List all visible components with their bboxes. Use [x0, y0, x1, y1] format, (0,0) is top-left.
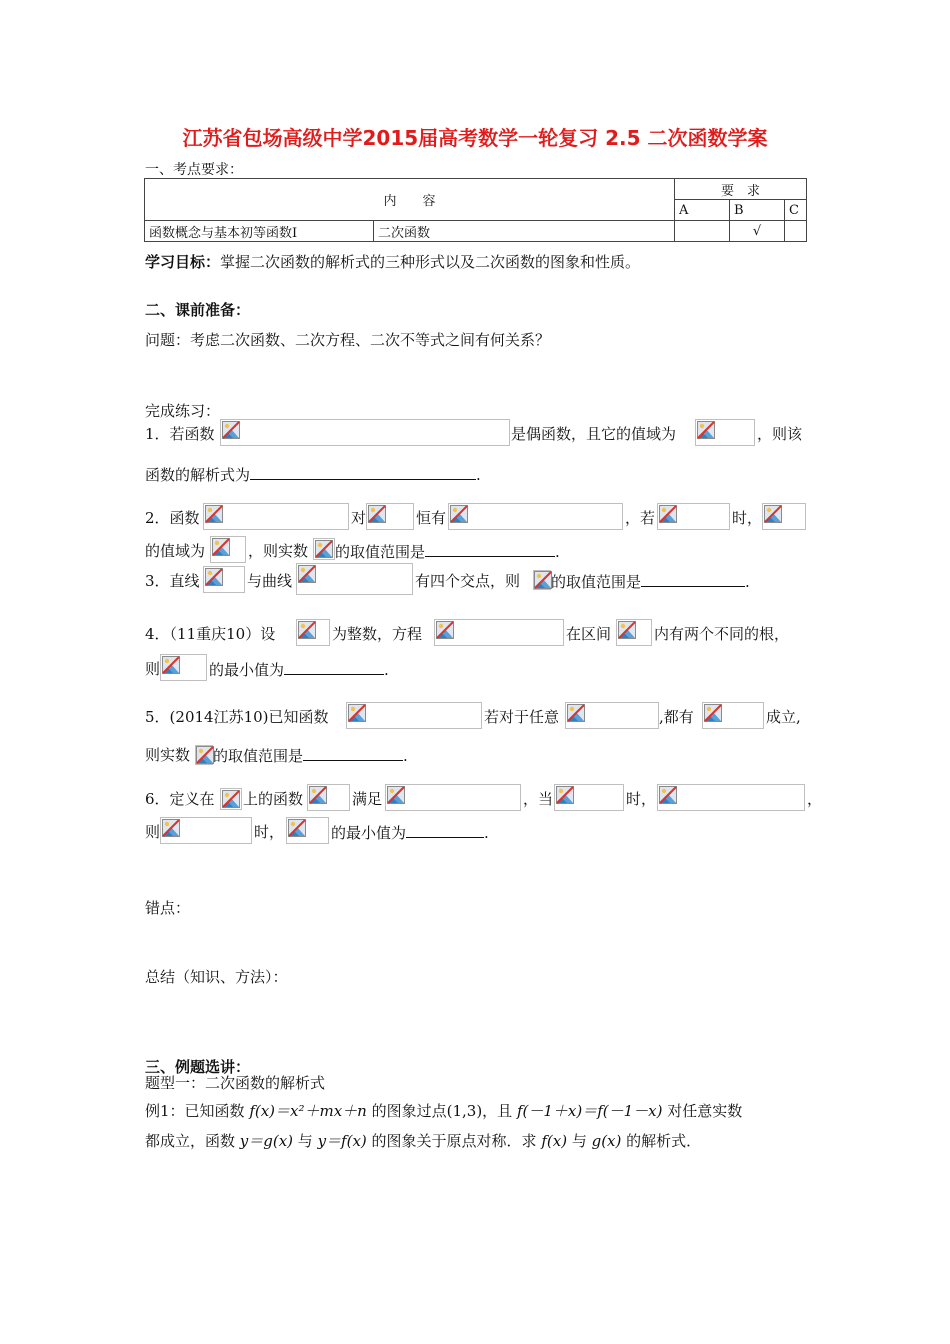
broken-image-icon [205, 505, 223, 523]
ex1-part: 与 [293, 1132, 318, 1150]
ex4-text-d: 内有两个不同的根， [654, 625, 790, 643]
broken-image-icon [659, 786, 677, 804]
answer-blank[interactable] [425, 541, 555, 557]
ex2-text-h: 的取值范围是 [335, 543, 426, 561]
broken-image-icon [348, 704, 366, 722]
section-requirements-heading: 一、考点要求： [145, 162, 243, 178]
broken-image-icon [436, 621, 454, 639]
ex1-text-b: 是偶函数，且它的值域为 [511, 425, 677, 443]
formula-image [657, 503, 730, 530]
learning-goal [145, 252, 640, 272]
formula-image [210, 536, 246, 563]
content-header: 内 容 [145, 179, 675, 221]
ex3-text-b: 与曲线 [247, 572, 293, 590]
broken-image-icon [659, 505, 677, 523]
broken-image-icon [162, 656, 180, 674]
formula-image [385, 784, 521, 811]
broken-image-icon [567, 704, 585, 722]
answer-blank[interactable] [250, 464, 476, 480]
ex5-text-e: 则实数 [145, 746, 191, 764]
row-category: 函数概念与基本初等函数Ⅰ [145, 221, 374, 242]
section-examples-heading: 三、例题选讲： [145, 1058, 251, 1076]
broken-image-icon [298, 621, 316, 639]
ex4-text-b: 为整数，方程 [332, 625, 423, 643]
ex2-line2-end [335, 541, 560, 562]
formula-image [220, 788, 242, 810]
page-title: 江苏省包场高级中学2015届高考数学一轮复习 2.5 二次函数学案 [182, 126, 768, 150]
ex1-formula: f(x)＝x²＋mx＋n [249, 1102, 367, 1120]
ex3-line-end [551, 571, 750, 592]
formula-image [203, 566, 245, 593]
ex3-text-e: . [745, 573, 750, 591]
ex6-text-j: . [484, 824, 489, 842]
practice-heading: 完成练习： [145, 402, 221, 420]
ex6-text-a: 6．定义在 [145, 790, 215, 808]
formula-image [554, 784, 624, 811]
broken-image-icon [704, 704, 722, 722]
formula-image [565, 702, 659, 729]
goal-text: 掌握二次函数的解析式的三种形式以及二次函数的图象和性质。 [220, 253, 641, 271]
ex4-text-e: 则 [145, 660, 161, 678]
broken-image-icon [618, 621, 636, 639]
ex2-text-e: 时， [732, 509, 763, 527]
ex4-line2-end [209, 659, 389, 680]
ex5-text-c: ,都有 [659, 708, 694, 726]
ex2-text-a: 2．函数 [145, 509, 200, 527]
formula-image [313, 538, 335, 560]
ex2-text-d: ，若 [625, 509, 656, 527]
ex1-part: 的解析式． [621, 1132, 702, 1150]
ex1-formula: g(x) [591, 1132, 622, 1150]
ex1-text-c: ，则该 [757, 425, 803, 443]
ex2-text-f: 的值域为 [145, 542, 206, 560]
example1-line1 [145, 1101, 742, 1121]
ex1-part: 的图象过点(1,3)，且 [366, 1102, 517, 1120]
formula-image [533, 570, 551, 590]
row-topic: 二次函数 [374, 221, 675, 242]
formula-image [366, 503, 414, 530]
formula-image [695, 419, 755, 446]
broken-image-icon [196, 746, 214, 764]
answer-blank[interactable] [641, 571, 745, 587]
ex4-text-g: . [384, 661, 389, 679]
formula-image [195, 745, 213, 765]
broken-image-icon [309, 786, 327, 804]
ex6-text-i: 的最小值为 [331, 824, 407, 842]
answer-blank[interactable] [284, 659, 384, 675]
row-a [675, 221, 730, 242]
formula-image [220, 419, 510, 446]
ex2-text-c: 恒有 [416, 509, 447, 527]
broken-image-icon [556, 786, 574, 804]
broken-image-icon [387, 786, 405, 804]
formula-image [296, 619, 330, 646]
broken-image-icon [368, 505, 386, 523]
ex2-text-b: 对 [351, 509, 367, 527]
errors-heading: 错点： [145, 899, 191, 917]
broken-image-icon [205, 568, 223, 586]
ex6-text-h: 时， [254, 823, 285, 841]
summary-heading: 总结（知识、方法）： [145, 968, 288, 986]
goal-label: 学习目标： [145, 253, 221, 271]
ex1-part: 例1：已知函数 [145, 1102, 250, 1120]
ex3-text-c: 有四个交点，则 [415, 572, 521, 590]
ex4-text-a: 4．（11重庆10）设 [145, 625, 276, 643]
formula-image [448, 503, 623, 530]
preparation-question: 问题：考虑二次函数、二次方程、二次不等式之间有何关系？ [145, 331, 551, 349]
ex5-text-d: 成立, [766, 708, 801, 726]
row-b-check: √ [730, 221, 785, 242]
formula-image [160, 654, 207, 681]
broken-image-icon [162, 819, 180, 837]
formula-image [702, 702, 764, 729]
example1-line2 [145, 1131, 701, 1151]
broken-image-icon [764, 505, 782, 523]
broken-image-icon [222, 790, 240, 808]
level-b: B [730, 200, 785, 221]
ex4-text-f: 的最小值为 [209, 661, 285, 679]
ex1-line2 [145, 464, 481, 485]
formula-image [160, 817, 252, 844]
formula-image [203, 503, 349, 530]
formula-image [286, 817, 329, 844]
ex1-text-d: 函数的解析式为 [145, 466, 251, 484]
ex5-text-g: . [403, 747, 408, 765]
answer-blank[interactable] [406, 822, 484, 838]
ex1-text-a: 1．若函数 [145, 425, 215, 443]
ex5-line2-end [213, 745, 408, 766]
ex2-text-i: . [555, 543, 560, 561]
formula-image [616, 619, 652, 646]
ex1-text-e: . [476, 466, 481, 484]
ex6-text-b: 上的函数 [243, 790, 304, 808]
answer-blank[interactable] [303, 745, 403, 761]
broken-image-icon [697, 421, 715, 439]
formula-image [434, 619, 564, 646]
ex1-part: 都成立，函数 [145, 1132, 240, 1150]
ex4-text-c: 在区间 [566, 625, 612, 643]
ex1-part: 对任意实数 [662, 1102, 743, 1120]
broken-image-icon [315, 540, 333, 558]
broken-image-icon [450, 505, 468, 523]
broken-image-icon [534, 571, 552, 589]
section-preparation-heading: 二、课前准备： [145, 301, 251, 319]
ex3-text-a: 3．直线 [145, 572, 200, 590]
requirement-header: 要 求 [675, 179, 807, 200]
broken-image-icon [212, 538, 230, 556]
ex6-line2-end [331, 822, 489, 843]
ex2-text-g: ，则实数 [248, 542, 309, 560]
ex1-formula: f(－1＋x)＝f(－1－x) [516, 1102, 663, 1120]
ex5-text-b: 若对于任意 [484, 708, 560, 726]
formula-image [296, 563, 413, 595]
formula-image [346, 702, 482, 729]
ex6-text-d: ，当 [523, 790, 554, 808]
broken-image-icon [288, 819, 306, 837]
formula-image [657, 784, 805, 811]
ex5-text-a: 5．(2014江苏10)已知函数 [145, 708, 329, 726]
ex1-part: 与 [567, 1132, 592, 1150]
broken-image-icon [222, 421, 240, 439]
ex6-text-c: 满足 [352, 790, 383, 808]
ex5-text-f: 的取值范围是 [213, 747, 304, 765]
level-c: C [785, 200, 807, 221]
ex6-text-e: 时， [626, 790, 657, 808]
ex1-part: 的图象关于原点对称．求 [366, 1132, 542, 1150]
formula-image [307, 784, 350, 811]
requirements-table [144, 178, 807, 242]
ex1-formula: y＝g(x) [239, 1132, 294, 1150]
formula-image [762, 503, 806, 530]
ex6-text-f: ， [807, 790, 823, 808]
level-a: A [675, 200, 730, 221]
type1-heading: 题型一：二次函数的解析式 [145, 1074, 326, 1092]
ex1-formula: y＝f(x) [317, 1132, 367, 1150]
ex3-text-d: 的取值范围是 [551, 573, 642, 591]
broken-image-icon [298, 565, 316, 583]
ex1-formula: f(x) [541, 1132, 568, 1150]
ex6-text-g: 则 [145, 823, 161, 841]
row-c [785, 221, 807, 242]
